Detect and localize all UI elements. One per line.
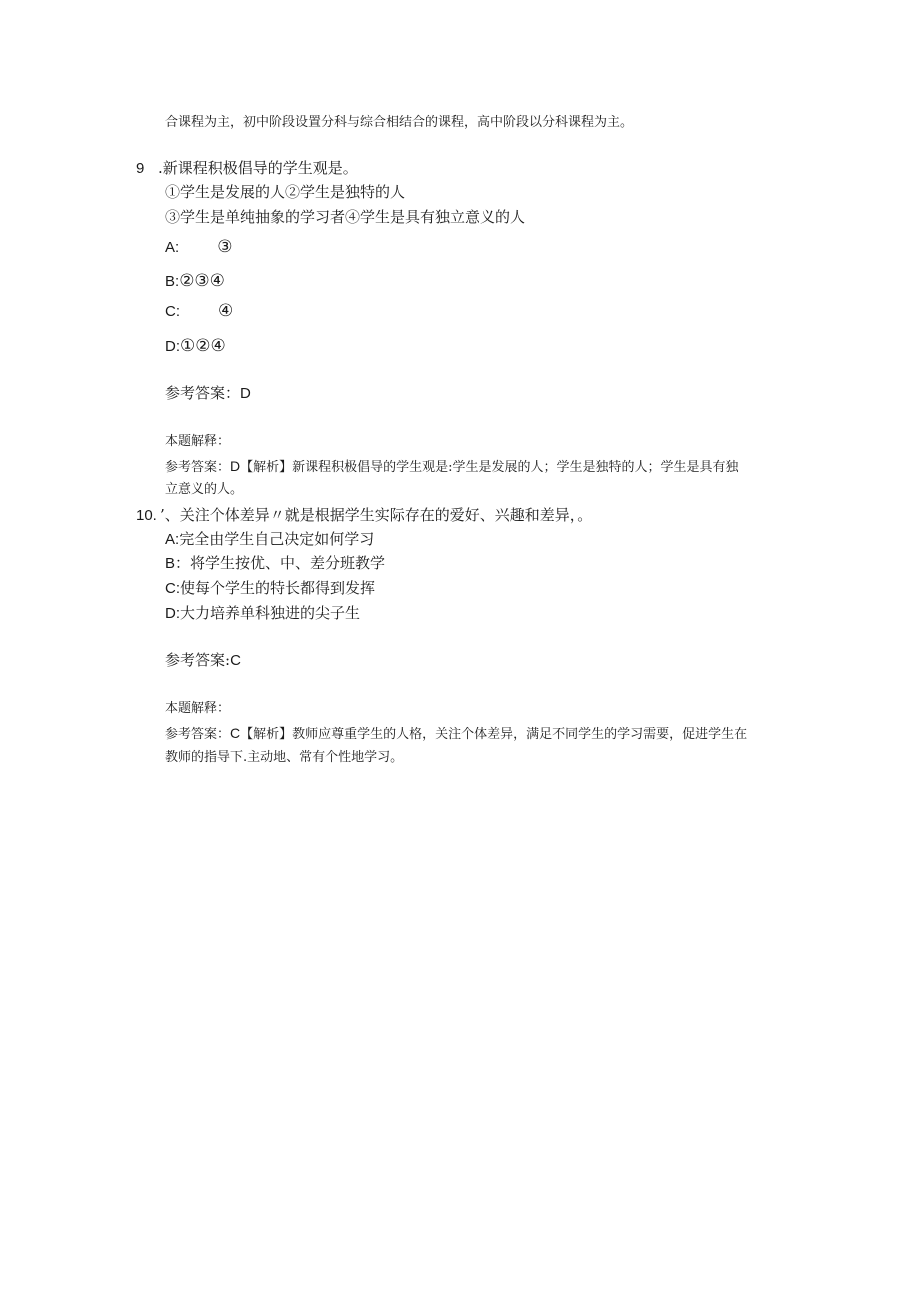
carryover-text: 合课程为主，初中阶段设置分科与综合相结合的课程，高中阶段以分科课程为主。 [165, 115, 634, 130]
question-10-answer [165, 653, 241, 668]
explain-rest: 【解析】教师应尊重学生的人格，关注个体差异，满足不同学生的学习需要，促进学生在 [240, 727, 748, 742]
option-value: ①②④ [180, 336, 226, 356]
question-10-option-d [165, 606, 360, 621]
question-9-option-c [165, 303, 233, 320]
option-value: ②③④ [179, 271, 225, 291]
question-9-stem: .新课程积极倡导的学生观是。 [158, 159, 358, 177]
question-9-explain-line-2: 立意义的人。 [165, 482, 244, 497]
explain-prefix: 参考答案： [165, 727, 231, 742]
answer-value: D [240, 385, 251, 402]
question-9-explain-title: 本题解释： [165, 434, 231, 449]
option-letter: B: [165, 273, 180, 290]
option-value: 完全由学生自己决定如何学习 [179, 530, 375, 548]
explain-rest: 【解析】新课程积极倡导的学生观是:学生是发展的人；学生是独特的人；学生是具有独 [240, 460, 739, 475]
option-value: 大力培养单科独进的尖子生 [180, 604, 361, 622]
question-10-stem: ’、关注个体差异〃就是根据学生实际存在的爱好、兴趣和差异，。 [160, 506, 593, 524]
question-9-statement-2: ③学生是单纯抽象的学习者④学生是具有独立意义的人 [165, 208, 526, 226]
answer-label: 参考答案： [165, 384, 241, 402]
option-letter: C: [165, 580, 180, 597]
option-letter: D: [165, 338, 180, 355]
explain-answer: D [230, 458, 241, 474]
option-value: ③ [217, 237, 233, 257]
question-9-option-b [165, 273, 225, 290]
question-10-explain-title: 本题解释： [165, 701, 231, 716]
question-9-option-a [165, 239, 232, 256]
option-letter: A: [165, 531, 180, 548]
question-9-option-d [165, 338, 226, 355]
explain-prefix: 参考答案： [165, 460, 231, 475]
option-value: ④ [218, 301, 234, 321]
question-9-number: 9 [136, 160, 145, 177]
question-10-number: 10. [136, 507, 157, 524]
option-letter: A: [165, 239, 180, 256]
option-letter: D: [165, 605, 180, 622]
option-value: 使每个学生的特长都得到发挥 [180, 579, 376, 597]
option-value: 将学生按优、中、差分班教学 [190, 554, 386, 572]
answer-value: C [230, 652, 241, 669]
question-10-explain-line-2: 教师的指导下.主动地、常有个性地学习。 [165, 750, 404, 765]
question-10-option-b [165, 556, 385, 571]
answer-label: 参考答案: [165, 651, 231, 669]
question-9-explain-line-1 [165, 459, 739, 474]
explain-answer: C [230, 725, 241, 741]
option-letter: C: [165, 303, 180, 320]
question-10-option-a [165, 532, 374, 547]
question-10-option-c [165, 581, 375, 596]
question-9-statement-1: ①学生是发展的人②学生是独特的人 [165, 183, 406, 201]
question-9-answer [165, 386, 251, 401]
question-10-explain-line-1 [165, 726, 747, 741]
option-letter: B： [165, 555, 191, 572]
